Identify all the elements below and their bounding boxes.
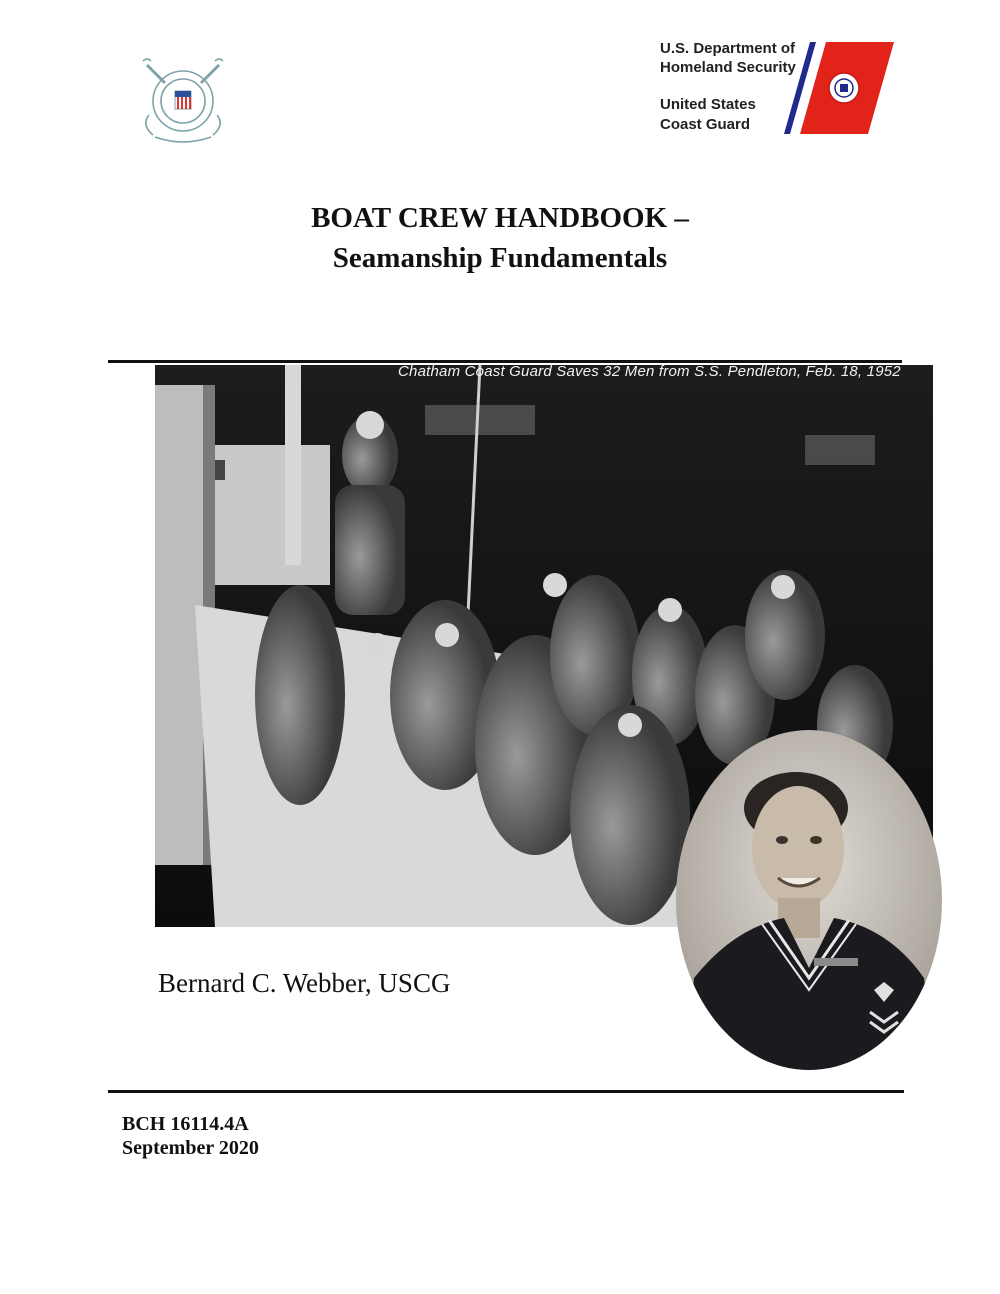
department-name-line2: Homeland Security [660,59,796,76]
uscg-racing-stripe-icon [782,42,894,134]
agency-name-line1: United States [660,96,756,113]
author-portrait [674,728,944,1072]
bottom-divider [108,1090,904,1093]
document-subtitle: Seamanship Fundamentals [332,242,668,274]
document-number: BCH 16114.4A [122,1113,249,1135]
department-name-line1: U.S. Department of [660,40,796,57]
uscg-seal-icon [135,55,231,145]
document-date: September 2020 [122,1137,259,1159]
document-title: BOAT CREW HANDBOOK – [311,202,689,234]
photo-caption: Chatham Coast Guard Saves 32 Men from S.S. Pendleton, Feb. 18, 1952 [398,363,901,380]
agency-name-line2: Coast Guard [660,116,751,133]
author-name: Bernard C. Webber, USCG [158,968,451,998]
